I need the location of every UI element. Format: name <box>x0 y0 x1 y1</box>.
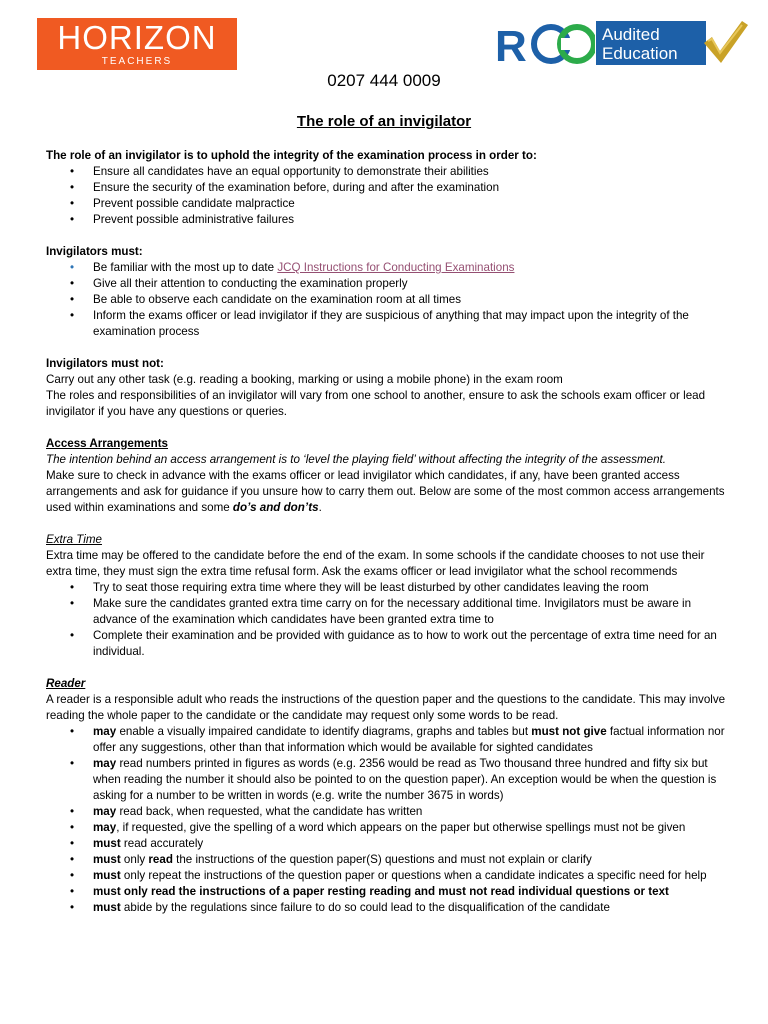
rec-logo-icon <box>495 23 595 65</box>
reader-heading: Reader <box>46 677 86 690</box>
list-item: • Prevent possible candidate malpractice <box>46 196 726 212</box>
page-header <box>0 0 768 72</box>
education-text: Education <box>602 44 678 63</box>
must-not-line: Carry out any other task (e.g. reading a booking, marking or using a mobile phone) in the exam room <box>46 373 563 386</box>
list-item: • Be able to observe each candidate on the examination room at all times <box>46 292 726 308</box>
list-item: • must read accurately <box>46 836 726 852</box>
page-title: The role of an invigilator <box>296 113 472 130</box>
roles-paragraph: The roles and responsibilities of an invigilator will vary from one school to another, ensure to ask the schools exam officer or lead invigilator if you have any questions or queries. <box>46 389 706 418</box>
list-item: • must only read the instructions of a paper resting reading and must not read individual questions or text <box>46 884 726 900</box>
list-item: • Inform the exams officer or lead invigilator if they are suspicious of anything that may impact upon the integrity of the examination process <box>46 308 726 340</box>
list-item: • Ensure the security of the examination before, during and after the examination <box>46 180 726 196</box>
list-item: • must only read the instructions of the question paper(S) questions and must not explain or clarify <box>46 852 726 868</box>
list-item: • Try to seat those requiring extra time where they will be least disturbed by other candidates leaving the room <box>46 580 726 596</box>
audited-education-badge <box>596 21 706 65</box>
access-paragraph: Make sure to check in advance with the exams officer or lead invigilator which candidates, if any, have been granted access arrangements and ask for guidance if you unsure how to carry them out. Below are some of the most common access arrangements used within examinations and some do’s and don’ts. <box>46 469 725 514</box>
list-item: • must abide by the regulations since failure to do so could lead to the disqualification of the candidate <box>46 900 726 916</box>
list-item: • Make sure the candidates granted extra time carry on for the necessary additional time. Invigilators must be aware in advance of the examination which candidates have been granted extra time to <box>46 596 726 628</box>
list-item: • must only repeat the instructions of the question paper or questions when a candidate indicates a specific need for help <box>46 868 726 884</box>
list-item: • may read numbers printed in figures as words (e.g. 2356 would be read as Two thousand three hundred and fifty six but when reading the number it should also be pointed to on the question paper). An exception would be when the question is asking for a number to be written in words (e.g. write the number 3675 in words) <box>46 756 726 804</box>
list-item: • Give all their attention to conducting the examination properly <box>46 276 726 292</box>
rec-audited-education-logo <box>495 19 750 67</box>
jcq-instructions-link[interactable]: JCQ Instructions for Conducting Examinations <box>277 261 515 274</box>
horizon-teachers-logo <box>37 18 237 70</box>
list-item: • Ensure all candidates have an equal opportunity to demonstrate their abilities <box>46 164 726 180</box>
reader-paragraph: A reader is a responsible adult who reads the instructions of the question paper and the questions to the candidate. This may involve reading the whole paper to the candidate or the candidate may request only some words to be read. <box>46 693 726 722</box>
logo-main-text: HORIZON <box>57 19 217 56</box>
must-heading: Invigilators must: <box>46 245 143 258</box>
access-intention: The intention behind an access arrangement is to ‘level the playing field’ without affecting the integrity of the assessment. <box>46 453 666 466</box>
access-heading: Access Arrangements <box>46 437 169 450</box>
reader-list <box>46 724 726 916</box>
extra-time-heading: Extra Time <box>46 533 102 546</box>
intro-heading: The role of an invigilator is to uphold the integrity of the examination process in order to: <box>46 149 537 162</box>
list-item: • Prevent possible administrative failures <box>46 212 726 228</box>
list-item: • may, if requested, give the spelling of a word which appears on the paper but otherwise spellings must not be given <box>46 820 726 836</box>
extra-time-list <box>46 580 726 660</box>
must-list <box>46 260 726 340</box>
document-body <box>46 148 726 916</box>
phone-number: 0207 444 0009 <box>327 71 441 90</box>
must-not-heading: Invigilators must not: <box>46 357 164 370</box>
list-item: • Complete their examination and be provided with guidance as to how to work out the percentage of extra time need for an individual. <box>46 628 726 660</box>
logo-sub-text: TEACHERS <box>101 56 173 67</box>
checkmark-icon <box>698 17 750 67</box>
intro-list <box>46 164 726 228</box>
list-item: • Be familiar with the most up to date JCQ Instructions for Conducting Examinations <box>46 260 726 276</box>
extra-time-paragraph: Extra time may be offered to the candidate before the end of the exam. In some schools if the candidate chooses to not use their extra time, they must sign the extra time refusal form. Ask the exams officer or lead invigilator what the school recommends <box>46 549 705 578</box>
list-item: • may enable a visually impaired candidate to identify diagrams, graphs and tables but must not give factual information nor offer any suggestions, other than that information which would be available for sighted candidates <box>46 724 726 756</box>
audited-text: Audited <box>602 25 660 44</box>
list-item: • may read back, when requested, what the candidate has written <box>46 804 726 820</box>
svg-text:R: R <box>495 23 521 65</box>
